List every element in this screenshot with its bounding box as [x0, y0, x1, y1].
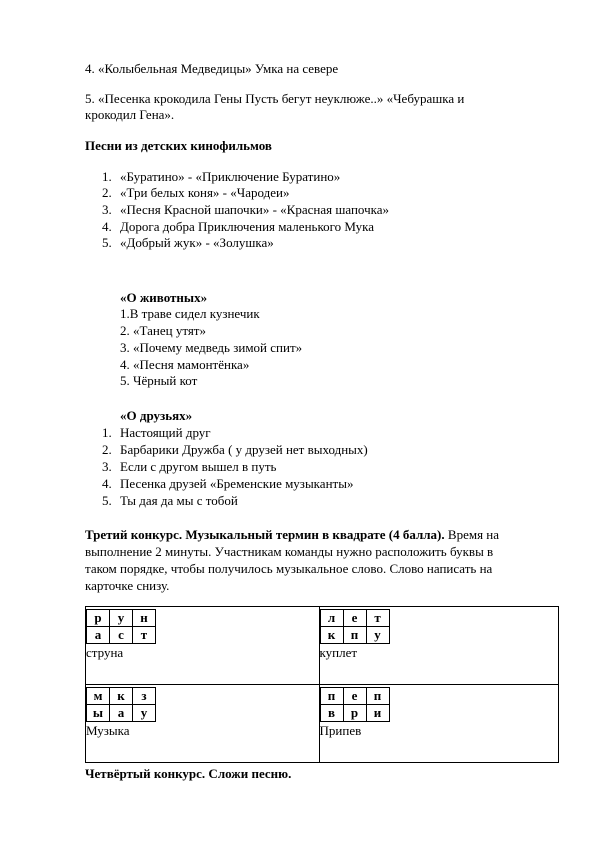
letter-cell: к	[320, 627, 343, 644]
list-item: 4. Дорога добра Приключения маленького Мука	[102, 219, 374, 234]
letter-grid	[86, 687, 156, 722]
friends-heading: «О друзьях»	[120, 408, 193, 423]
list-item: 1. «Буратино» - «Приключение Буратино»	[102, 169, 341, 184]
letter-cell: п	[320, 688, 343, 705]
letter-cell: к	[110, 688, 133, 705]
letter-cell: п	[343, 627, 366, 644]
intro-line-4: 4. «Колыбельная Медведицы» Умка на севере	[85, 61, 339, 76]
list-item: 2. «Танец утят»	[120, 323, 206, 338]
contest3-line3: таком порядке, чтобы получилось музыкальное слово. Слово написать на	[85, 561, 493, 576]
answer-word: струна	[86, 645, 124, 660]
letter-cell: з	[133, 688, 156, 705]
letter-grid	[86, 609, 156, 644]
contest3-line1: Третий конкурс. Музыкальный термин в квадрате (4 балла). Время на	[85, 527, 500, 542]
kino-heading: Песни из детских кинофильмов	[85, 138, 272, 153]
letter-cell: с	[110, 627, 133, 644]
list-item: 2. Барбарики Дружба ( у друзей нет выходных)	[102, 442, 368, 457]
list-item: 5. Ты дая да мы с тобой	[102, 493, 238, 508]
letter-cell: н	[133, 610, 156, 627]
list-item: 5. Чёрный кот	[120, 373, 198, 388]
list-item: 4. «Песня мамонтёнка»	[120, 357, 250, 372]
letter-cell: а	[110, 705, 133, 722]
intro-line-5-cont: крокодил Гена».	[85, 107, 175, 122]
puzzle-cell	[86, 607, 320, 685]
list-item: 3. Если с другом вышел в путь	[102, 459, 277, 474]
list-item: 3. «Почему медведь зимой спит»	[120, 340, 303, 355]
contest4-heading: Четвёртый конкурс. Сложи песню.	[85, 766, 292, 781]
letter-cell: м	[87, 688, 110, 705]
list-item: 5. «Добрый жук» - «Золушка»	[102, 235, 274, 250]
letter-cell: т	[133, 627, 156, 644]
contest3-line4: карточке снизу.	[85, 578, 170, 593]
list-item: 1. Настоящий друг	[102, 425, 211, 440]
list-item: 4. Песенка друзей «Бременские музыканты»	[102, 476, 354, 491]
letter-cell: е	[343, 688, 366, 705]
letter-cell: л	[320, 610, 343, 627]
answer-word: куплет	[319, 645, 358, 660]
letter-cell: у	[133, 705, 156, 722]
letter-cell: р	[87, 610, 110, 627]
letter-cell: п	[366, 688, 389, 705]
intro-line-5: 5. «Песенка крокодила Гены Пусть бегут неуклюже..» «Чебурашка и	[85, 91, 465, 106]
letter-cell: а	[87, 627, 110, 644]
letter-grid	[320, 687, 390, 722]
puzzle-cell	[319, 685, 558, 763]
letter-cell: и	[366, 705, 389, 722]
animals-heading: «О животных»	[120, 290, 208, 305]
list-item: 2. «Три белых коня» - «Чародеи»	[102, 185, 290, 200]
letter-cell: в	[320, 705, 343, 722]
letter-cell: р	[343, 705, 366, 722]
list-item: 1.В траве сидел кузнечик	[120, 306, 260, 321]
answer-word: Музыка	[86, 723, 130, 738]
letter-cell: е	[343, 610, 366, 627]
letter-cell: ы	[87, 705, 110, 722]
list-item: 3. «Песня Красной шапочки» - «Красная шапочка»	[102, 202, 390, 217]
letter-grid	[320, 609, 390, 644]
puzzle-table	[85, 606, 559, 763]
puzzle-cell	[86, 685, 320, 763]
letter-cell: т	[366, 610, 389, 627]
letter-cell: у	[366, 627, 389, 644]
answer-word: Припев	[319, 723, 362, 738]
letter-cell: у	[110, 610, 133, 627]
contest3-line2: выполнение 2 минуты. Участникам команды нужно расположить буквы в	[85, 544, 494, 559]
puzzle-cell	[319, 607, 558, 685]
